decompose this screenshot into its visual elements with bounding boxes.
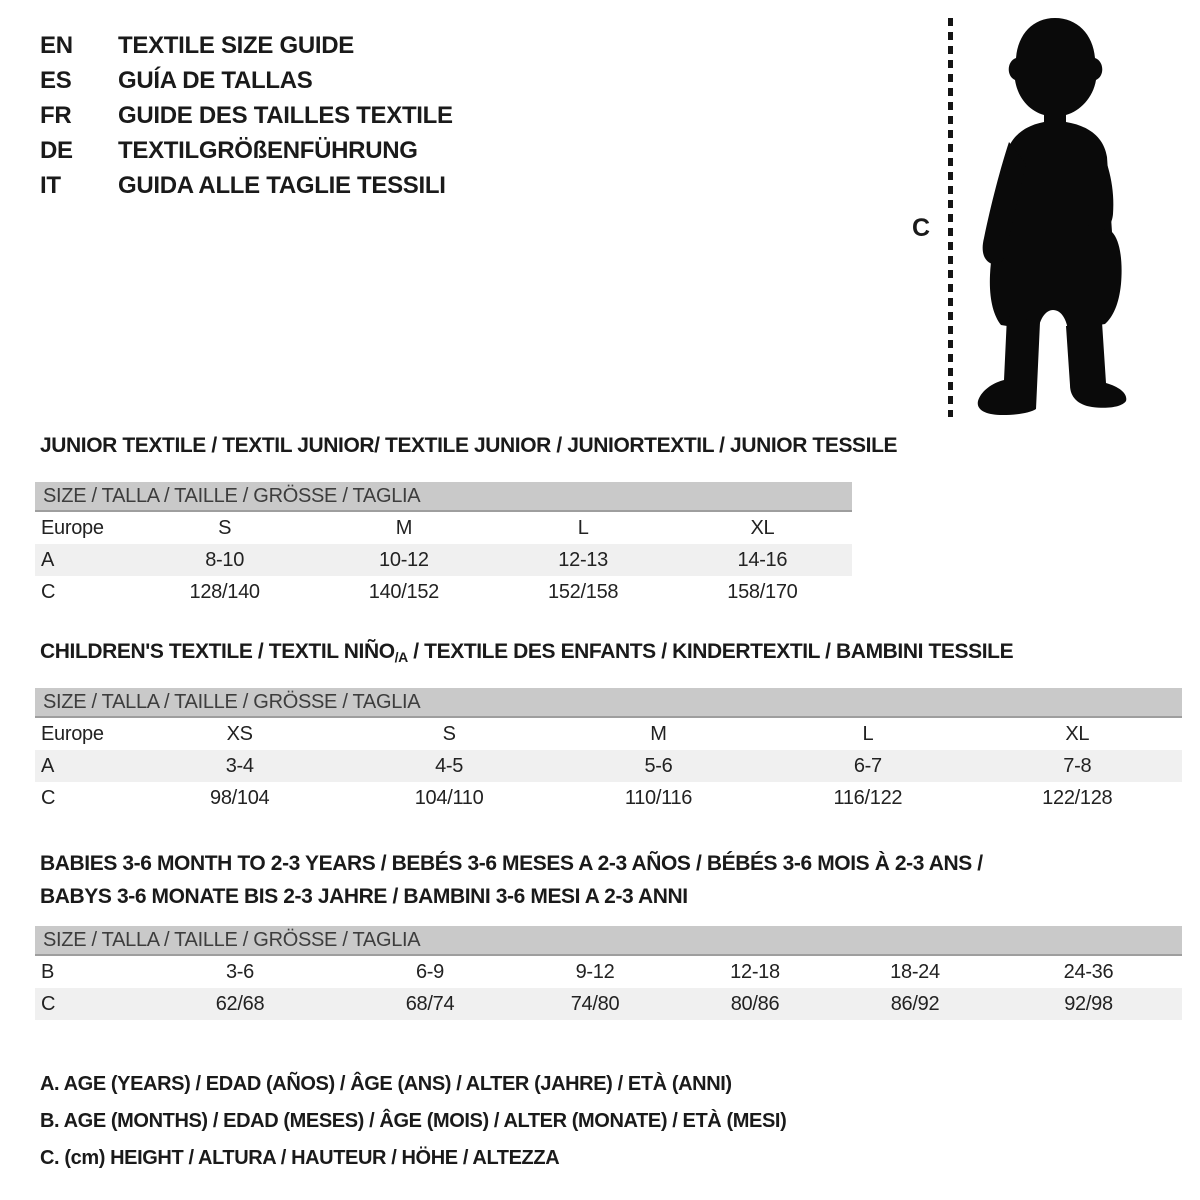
legend-line-height: C. (cm) HEIGHT / ALTURA / HAUTEUR / HÖHE / ALTEZZA <box>40 1147 560 1169</box>
height-cell: 80/86 <box>730 992 780 1015</box>
age-cell: 6-7 <box>853 754 882 777</box>
age-cell: 5-6 <box>644 754 673 777</box>
height-cell: 74/80 <box>570 992 620 1015</box>
height-cell: 128/140 <box>189 580 260 603</box>
table-row-europe <box>35 512 852 544</box>
table-row-europe <box>35 718 1182 750</box>
babies-section-heading <box>40 847 983 913</box>
language-title: TEXTILE SIZE GUIDE <box>118 32 354 59</box>
language-title: GUIDE DES TAILLES TEXTILE <box>118 102 453 129</box>
legend-line-age-years: A. AGE (YEARS) / EDAD (AÑOS) / ÂGE (ANS) / ALTER (JAHRE) / ETÀ (ANNI) <box>40 1073 732 1095</box>
babies-heading-line1: BABIES 3-6 MONTH TO 2-3 YEARS / BEBÉS 3-6 MESES A 2-3 AÑOS / BÉBÉS 3-6 MOIS À 2-3 ANS / <box>40 852 983 875</box>
height-measure-label: C <box>912 214 931 242</box>
age-cell: 8-10 <box>205 548 245 571</box>
size-cell: L <box>862 722 874 745</box>
months-cell: 3-6 <box>225 960 254 983</box>
row-label: Europe <box>41 516 104 539</box>
age-cell: 14-16 <box>737 548 788 571</box>
language-code: ES <box>40 67 72 94</box>
language-code: DE <box>40 137 73 164</box>
size-cell: S <box>218 516 232 539</box>
children-heading-rest: / TEXTILE DES ENFANTS / KINDERTEXTIL / BAMBINI TESSILE <box>407 640 1014 663</box>
language-title: GUÍA DE TALLAS <box>118 67 313 94</box>
language-code: IT <box>40 172 61 199</box>
table-row-height <box>35 576 852 608</box>
language-row-it <box>40 172 453 207</box>
age-cell: 4-5 <box>435 754 464 777</box>
language-row-fr <box>40 102 453 137</box>
height-dashed-line <box>948 18 953 417</box>
height-cell: 98/104 <box>210 786 270 809</box>
children-heading-sub: /A <box>394 649 408 665</box>
children-section-heading <box>40 640 1013 665</box>
measurement-legend <box>40 1066 786 1177</box>
children-heading-main: CHILDREN'S TEXTILE / TEXTIL NIÑO <box>40 640 395 663</box>
language-code: FR <box>40 102 72 129</box>
junior-section-heading: JUNIOR TEXTILE / TEXTIL JUNIOR/ TEXTILE JUNIOR / JUNIORTEXTIL / JUNIOR TESSILE <box>40 434 898 457</box>
age-cell: 12-13 <box>558 548 608 571</box>
age-cell: 3-4 <box>225 754 254 777</box>
size-cell: M <box>395 516 413 539</box>
height-cell: 140/152 <box>368 580 439 603</box>
toddler-silhouette-icon <box>963 14 1138 424</box>
junior-size-table <box>35 482 852 608</box>
height-cell: 110/116 <box>624 786 693 809</box>
language-row-en <box>40 32 453 67</box>
language-title: GUIDA ALLE TAGLIE TESSILI <box>118 172 446 199</box>
row-label: C <box>41 992 56 1015</box>
size-header-bar: SIZE / TALLA / TAILLE / GRÖSSE / TAGLIA <box>35 926 1182 956</box>
months-cell: 12-18 <box>730 960 780 983</box>
babies-size-table <box>35 926 1182 1020</box>
age-cell: 10-12 <box>379 548 429 571</box>
months-cell: 9-12 <box>575 960 615 983</box>
row-label: C <box>41 786 56 809</box>
row-label: A <box>41 754 55 777</box>
row-label: B <box>41 960 55 983</box>
height-cell: 86/92 <box>890 992 940 1015</box>
table-row-age <box>35 750 1182 782</box>
children-size-table <box>35 688 1182 814</box>
table-row-age <box>35 544 852 576</box>
height-cell: 152/158 <box>548 580 619 603</box>
age-cell: 7-8 <box>1063 754 1092 777</box>
table-row-months <box>35 956 1182 988</box>
months-cell: 18-24 <box>890 960 940 983</box>
legend-line-age-months: B. AGE (MONTHS) / EDAD (MESES) / ÂGE (MOIS) / ALTER (MONATE) / ETÀ (MESI) <box>40 1110 787 1132</box>
table-row-height <box>35 782 1182 814</box>
language-title-list <box>40 32 453 207</box>
row-label: C <box>41 580 56 603</box>
height-cell: 62/68 <box>215 992 265 1015</box>
language-code: EN <box>40 32 73 59</box>
height-cell: 116/122 <box>833 786 903 809</box>
language-row-es <box>40 67 453 102</box>
size-cell: XL <box>750 516 775 539</box>
size-header-bar: SIZE / TALLA / TAILLE / GRÖSSE / TAGLIA <box>35 688 1182 718</box>
height-cell: 122/128 <box>1042 786 1113 809</box>
row-label: A <box>41 548 55 571</box>
babies-heading-line2: BABYS 3-6 MONATE BIS 2-3 JAHRE / BAMBINI 3-6 MESI A 2-3 ANNI <box>40 885 688 908</box>
height-cell: 92/98 <box>1064 992 1113 1015</box>
height-cell: 68/74 <box>405 992 455 1015</box>
height-cell: 104/110 <box>414 786 484 809</box>
table-row-height <box>35 988 1182 1020</box>
language-title: TEXTILGRÖßENFÜHRUNG <box>118 137 418 164</box>
months-cell: 24-36 <box>1063 960 1114 983</box>
height-cell: 158/170 <box>727 580 798 603</box>
language-row-de <box>40 137 453 172</box>
size-cell: XS <box>226 722 253 745</box>
size-cell: S <box>442 722 456 745</box>
months-cell: 6-9 <box>415 960 444 983</box>
size-cell: M <box>650 722 667 745</box>
row-label: Europe <box>41 722 104 745</box>
size-header-bar: SIZE / TALLA / TAILLE / GRÖSSE / TAGLIA <box>35 482 852 512</box>
size-cell: L <box>577 516 589 539</box>
size-cell: XL <box>1065 722 1090 745</box>
